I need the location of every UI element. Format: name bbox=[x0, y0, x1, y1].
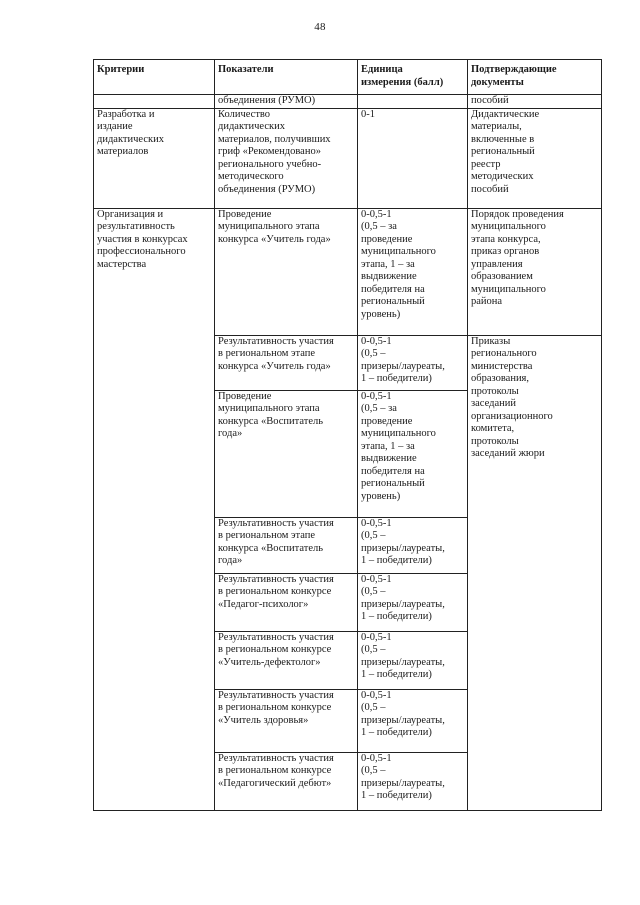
cell-unit: 0-1 bbox=[358, 108, 468, 208]
header-documents: Подтверждающие документы bbox=[468, 60, 602, 95]
table-row-didactic bbox=[94, 108, 602, 208]
criteria-table bbox=[93, 59, 602, 811]
cell-criteria bbox=[94, 95, 215, 109]
cell-indicator: Результативность участия в региональном конкурсе «Педагогический дебют» bbox=[215, 752, 358, 810]
header-unit: Единица измерения (балл) bbox=[358, 60, 468, 95]
cell-indicator: объединения (РУМО) bbox=[215, 95, 358, 109]
cell-documents: пособий bbox=[468, 95, 602, 109]
cell-documents: Дидактические материалы, включенные в региональный реестр методических пособий bbox=[468, 108, 602, 208]
cell-indicator: Результативность участия в региональном конкурсе «Учитель-дефектолог» bbox=[215, 631, 358, 689]
cell-unit: 0-0,5-1 (0,5 – призеры/лауреаты, 1 – победители) bbox=[358, 335, 468, 390]
cell-criteria-contests: Организация и результативность участия в конкурсах профессионального мастерства bbox=[94, 208, 215, 810]
cell-unit: 0-0,5-1 (0,5 – призеры/лауреаты, 1 – победители) bbox=[358, 631, 468, 689]
cell-unit: 0-0,5-1 (0,5 – за проведение муниципального этапа, 1 – за выдвижение победителя на региональный уровень) bbox=[358, 390, 468, 517]
cell-documents-regional: Приказы регионального министерства образования, протоколы заседаний организационного комитета, протоколы заседаний жюри bbox=[468, 335, 602, 810]
table-row-continuation bbox=[94, 95, 602, 109]
cell-indicator: Количество дидактических материалов, получивших гриф «Рекомендовано» регионального учебно- методического объединения (РУМО) bbox=[215, 108, 358, 208]
cell-indicator: Проведение муниципального этапа конкурса «Учитель года» bbox=[215, 208, 358, 335]
cell-unit: 0-0,5-1 (0,5 – призеры/лауреаты, 1 – победители) bbox=[358, 752, 468, 810]
header-indicators: Показатели bbox=[215, 60, 358, 95]
cell-indicator: Результативность участия в региональном этапе конкурса «Воспитатель года» bbox=[215, 517, 358, 573]
cell-indicator: Результативность участия в региональном этапе конкурса «Учитель года» bbox=[215, 335, 358, 390]
header-criteria: Критерии bbox=[94, 60, 215, 95]
cell-unit: 0-0,5-1 (0,5 – призеры/лауреаты, 1 – победители) bbox=[358, 573, 468, 631]
page-number: 48 bbox=[314, 21, 326, 33]
cell-indicator: Результативность участия в региональном конкурсе «Учитель здоровья» bbox=[215, 689, 358, 752]
cell-unit: 0-0,5-1 (0,5 – призеры/лауреаты, 1 – победители) bbox=[358, 517, 468, 573]
cell-criteria: Разработка и издание дидактических материалов bbox=[94, 108, 215, 208]
table-header-row bbox=[94, 60, 602, 95]
cell-indicator: Проведение муниципального этапа конкурса «Воспитатель года» bbox=[215, 390, 358, 517]
cell-unit: 0-0,5-1 (0,5 – за проведение муниципального этапа, 1 – за выдвижение победителя на региональный уровень) bbox=[358, 208, 468, 335]
cell-unit: 0-0,5-1 (0,5 – призеры/лауреаты, 1 – победители) bbox=[358, 689, 468, 752]
table-row-contest bbox=[94, 208, 602, 335]
cell-unit bbox=[358, 95, 468, 109]
cell-documents-municipal: Порядок проведения муниципального этапа конкурса, приказ органов управления образованием муниципального района bbox=[468, 208, 602, 335]
cell-indicator: Результативность участия в региональном конкурсе «Педагог-психолог» bbox=[215, 573, 358, 631]
